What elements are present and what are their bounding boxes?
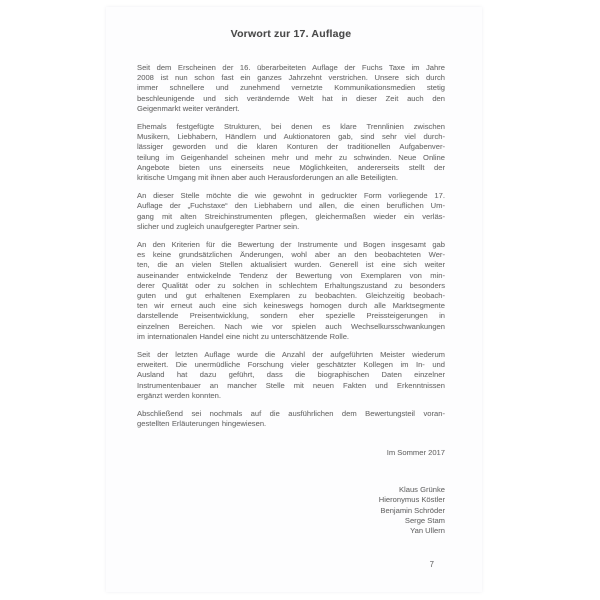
text-line: Auflage der „Fuchstaxe“ den Liebhabern und allen, die einen beruflichen Um- [137, 201, 445, 211]
text-line: Instrumentenbauer an mancher Stelle mit neuen Fakten und Erkenntnissen [137, 380, 445, 390]
text-line: gang mit alten Streichinstrumenten pflegen, gleichermaßen wieder ein verläs- [137, 211, 445, 221]
text-line: Angebote bieten uns einerseits neue Möglichkeiten, andererseits stellt der [137, 162, 445, 172]
paragraph [137, 122, 445, 183]
text-line: Musikern, Liebhabern, Händlern und Auktionatoren gab, sind sehr viel durch- [137, 132, 445, 142]
text-line: lässiger geworden und die klaren Konturen der traditionellen Aufgabenver- [137, 142, 445, 152]
text-line: auseinander entwickelnde Tendenz der Bewertung von Exemplaren von min- [137, 270, 445, 280]
paragraph [137, 350, 445, 401]
text-line: 2008 ist nun schon fast ein ganzes Jahrzehnt verstrichen. Unsere sich durch [137, 73, 445, 83]
signature-name: Klaus Grünke [398, 485, 445, 494]
paragraph [137, 191, 445, 232]
date-line: Im Sommer 2017 [386, 448, 445, 457]
paragraph [137, 63, 445, 114]
text-line: darstellende Preisentwicklung, sondern eher spezielle Preissteigerungen in [137, 311, 445, 321]
signature-name: Serge Stam [404, 515, 445, 525]
text-line: Abschließend sei nochmals auf die ausführlichen dem Bewertungsteil voran- [137, 409, 445, 419]
page-number: 7 [429, 560, 434, 569]
preface-content [137, 28, 445, 438]
book-page [106, 7, 482, 592]
text-line: beschleunigende und sich verändernde Welt hat in dieser Zeit auch den [137, 93, 445, 103]
signature-name: Yan Ullern [410, 526, 445, 536]
text-line: Ausland hat dazu geführt, dass die biographischen Daten einzelner [137, 370, 445, 380]
text-line: An dieser Stelle möchte die wie gewohnt in gedruckter Form vorliegende 17. [137, 191, 445, 201]
text-line: gestellten Erläuterungen hingewiesen. [137, 419, 267, 429]
signature-name: Benjamin Schröder [380, 505, 445, 515]
text-line: guten und gut erhaltenen Exemplaren zu beobachten. Gleichzeitig beobach- [137, 291, 445, 301]
text-line: einzelnen Bereichen. Nach wie vor spielen auch Wechselkursschwankungen [137, 321, 445, 331]
author-signatures [137, 485, 445, 536]
text-line: ten wir erneut auch eine sich keineswegs homogen durch alle Marktsegmente [137, 301, 445, 311]
text-line: immer schnellere und zunehmend vernetzte Kommunikationsmedien stetig [137, 83, 445, 93]
text-line: Ehemals festgefügte Strukturen, bei denen es klare Trennlinien zwischen [137, 122, 445, 132]
text-line: derer Qualität oder zu solchen in schlechtem Erhaltungszustand zu besonders [137, 280, 445, 290]
signature-name: Hieronymus Köstler [378, 495, 445, 505]
text-line: slicher und zugleich unaufgeregter Partner sein. [137, 221, 300, 231]
text-line: teilung im Geigenhandel scheinen mehr und mehr zu schwinden. Neue Online [137, 152, 445, 162]
text-line: Seit der letzten Auflage wurde die Anzahl der aufgeführten Meister wiederum [137, 350, 445, 360]
text-line: Geigenmarkt weiter verändert. [137, 103, 240, 113]
page-title: Vorwort zur 17. Auflage [230, 28, 352, 40]
paragraph [137, 240, 445, 342]
text-line: ergänzt werden konnten. [137, 390, 221, 400]
text-line: im internationalen Handel eine nicht zu unterschätzende Rolle. [137, 331, 350, 341]
text-line: Seit dem Erscheinen der 16. überarbeiteten Auflage der Fuchs Taxe im Jahre [137, 63, 445, 72]
text-line: kritische Umgang mit ihnen aber auch Herausforderungen an alle Beteiligten. [137, 173, 398, 183]
text-line: erweitert. Die unermüdliche Forschung vieler geschätzter Kollegen im In- und [137, 360, 445, 370]
paragraph [137, 409, 445, 429]
text-line: ten, die an vielen Stellen aktualisiert wurden. Generell ist eine sich weiter [137, 260, 445, 270]
text-line: An den Kriterien für die Bewertung der Instrumente und Bogen insgesamt gab [137, 240, 445, 250]
text-line: es keine grundsätzlichen Änderungen, wohl aber an den beobachteten Wer- [137, 250, 445, 260]
